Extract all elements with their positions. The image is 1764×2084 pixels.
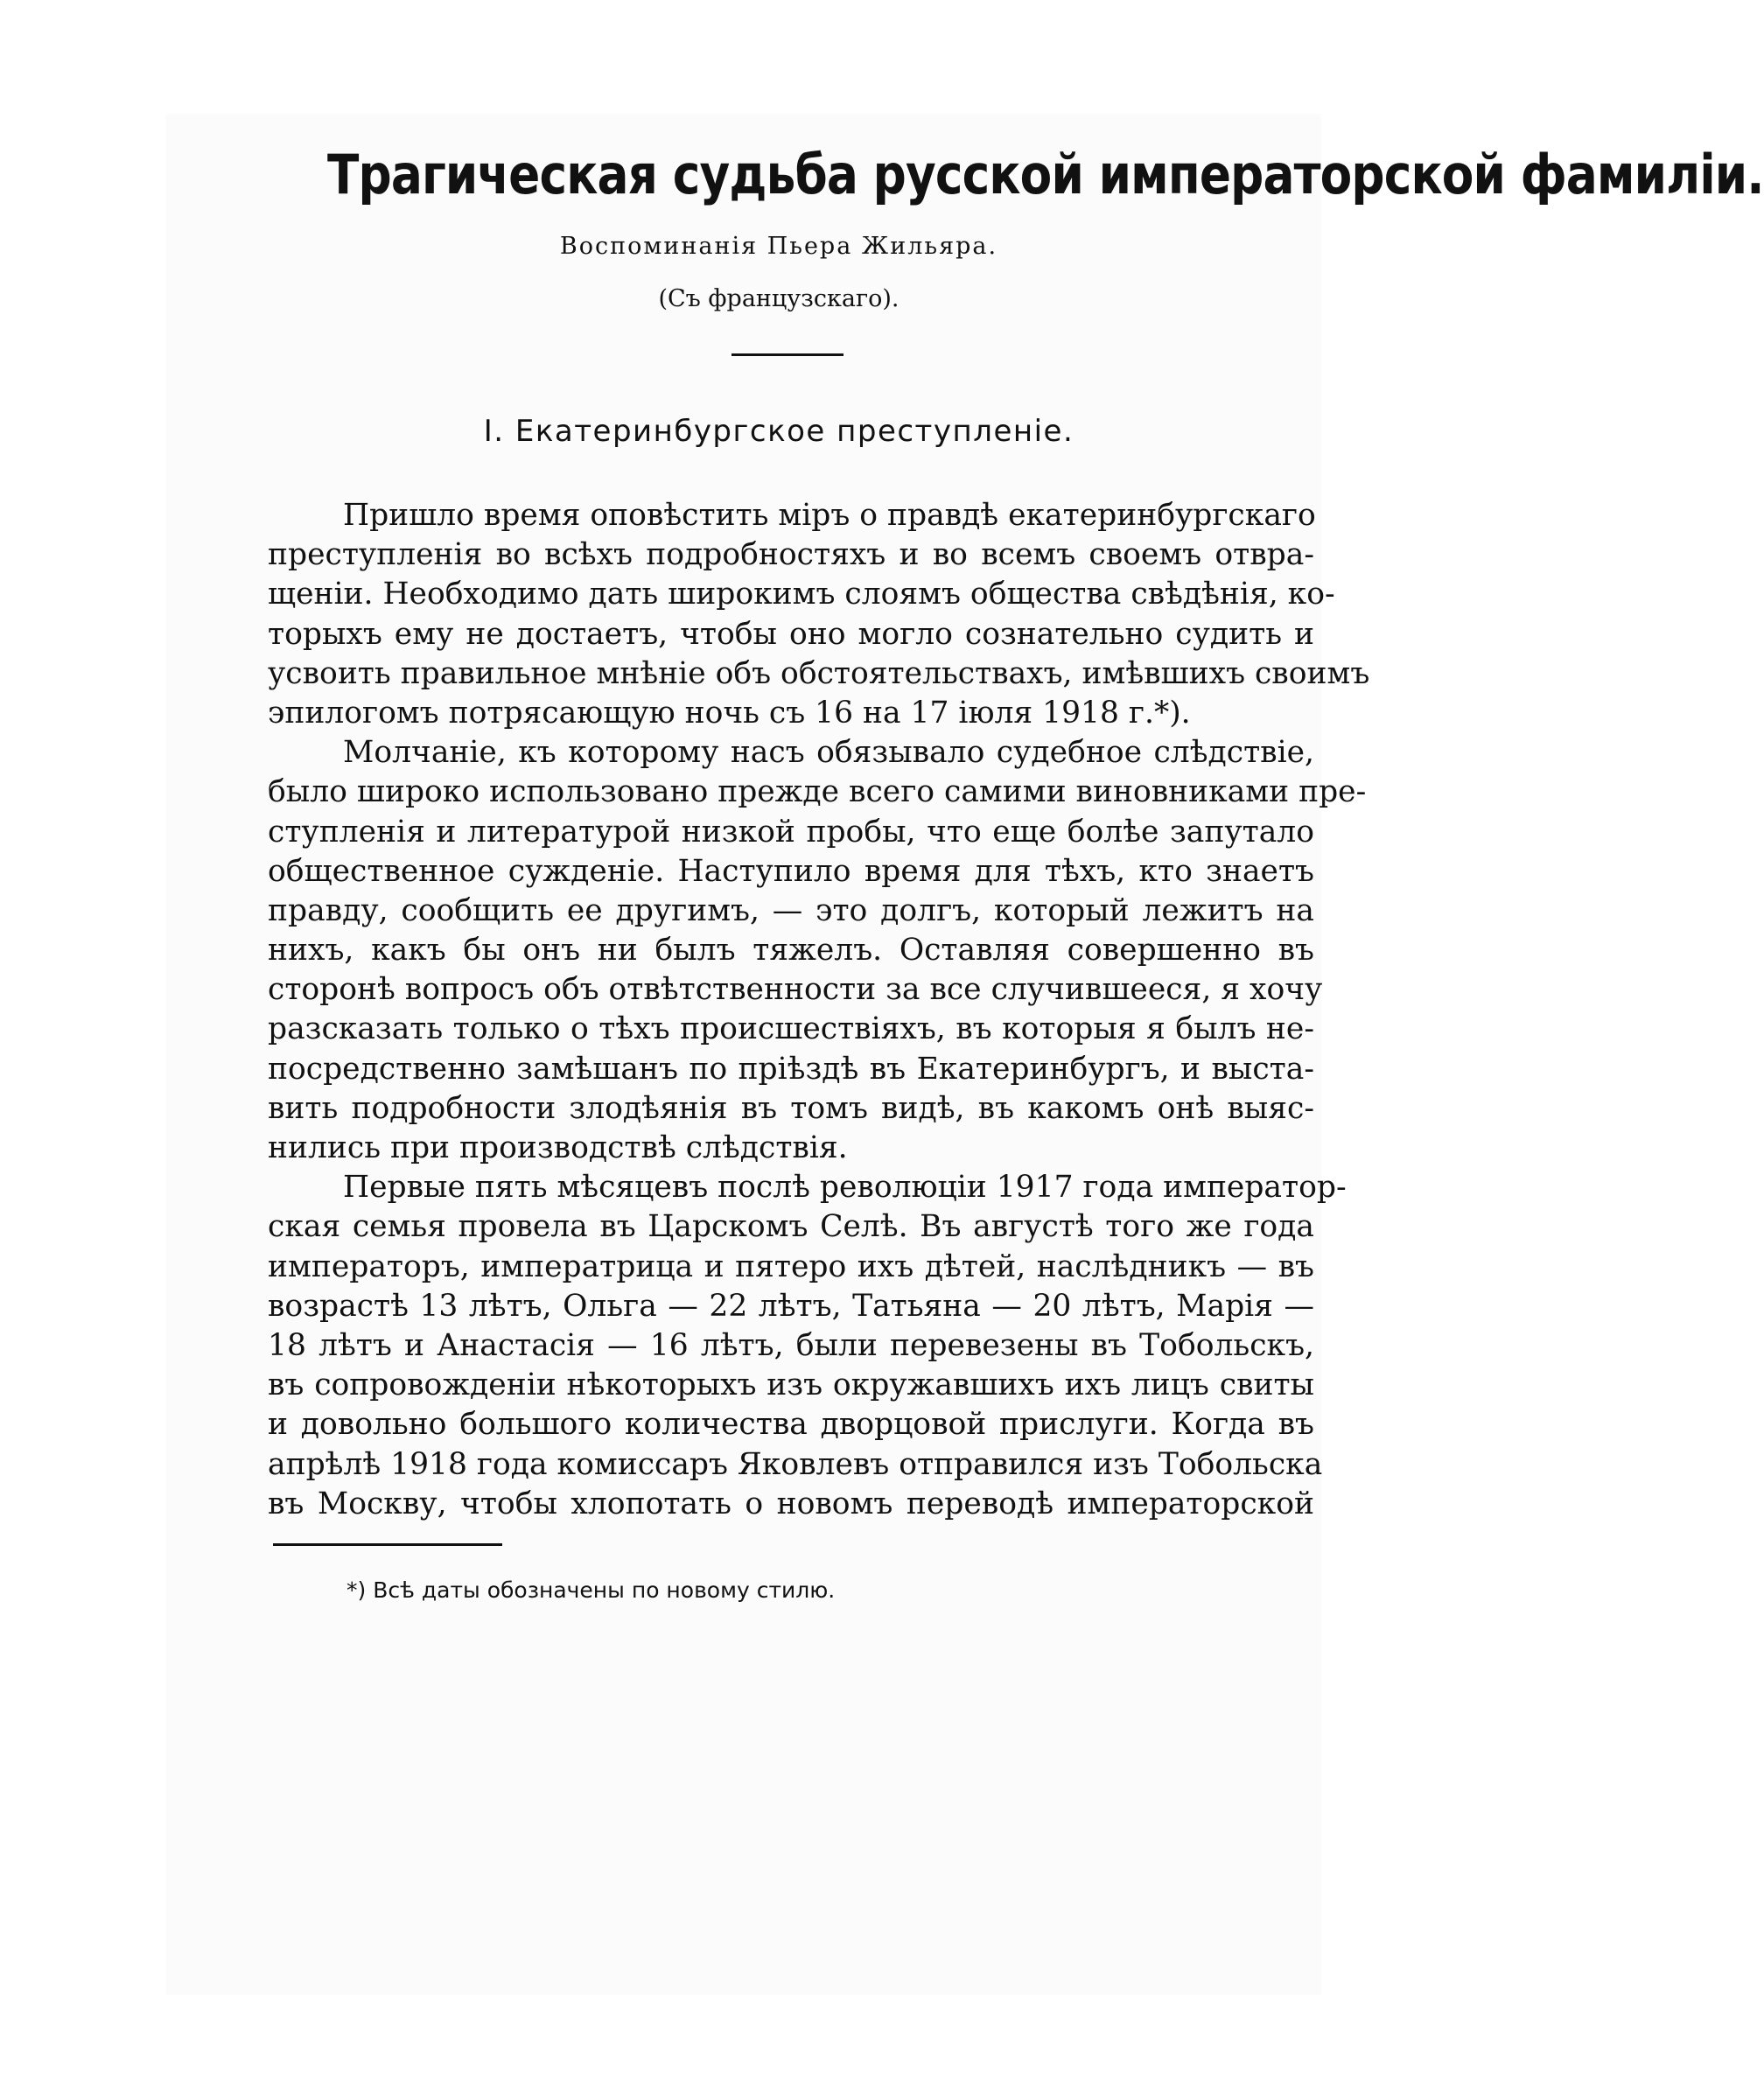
text-line: Пришло время оповѣстить міръ о правдѣ екатеринбургскаго [343,498,1316,533]
text-line: въ сопровожденіи нѣкоторыхъ изъ окружавшихъ ихъ лицъ свиты [268,1367,1314,1403]
text-line: Первые пять мѣсяцевъ послѣ революціи 1917 года император- [343,1170,1347,1206]
text-line: эпилогомъ потрясающую ночь съ 16 на 17 іюля 1918 г.*). [268,695,1191,731]
text-line: сторонѣ вопросъ объ отвѣтственности за все случившееся, я хочу [268,972,1323,1008]
text-line: преступленія во всѣхъ подробностяхъ и во всемъ своемъ отвра- [268,537,1314,573]
text-line: Молчаніе, къ которому насъ обязывало судебное слѣдствіе, [343,735,1314,771]
footnote: *) Всѣ даты обозначены по новому стилю. [346,1577,836,1603]
section-heading: I. Екатеринбургское преступленіе. [483,414,1074,449]
text-line: 18 лѣтъ и Анастасія — 16 лѣтъ, были перевезены въ Тобольскъ, [268,1327,1314,1363]
text-line: разсказать только о тѣхъ происшествіяхъ, въ которыя я былъ не- [268,1011,1314,1047]
document-title: Трагическая судьба русской императорской фамиліи. [327,143,1764,206]
text-line: апрѣлѣ 1918 года комиссаръ Яковлевъ отправился изъ Тобольска [268,1446,1323,1482]
text-line: ступленія и литературой низкой пробы, что еще болѣе запутало [268,814,1314,850]
text-line: было широко использовано прежде всего самими виновниками пре- [268,774,1367,810]
text-line: императоръ, императрица и пятеро ихъ дѣтей, наслѣдникъ — въ [268,1248,1314,1284]
document-subtitle: Воспоминанія Пьера Жильяра. [559,233,998,260]
text-line: правду, сообщить ее другимъ, — это долгъ, который лежитъ на [268,892,1314,928]
text-line: и довольно большого количества дворцовой прислуги. Когда въ [268,1407,1314,1443]
text-line: возрастѣ 13 лѣтъ, Ольга — 22 лѣтъ, Татьяна — 20 лѣтъ, Марія — [268,1288,1314,1324]
text-line: нихъ, какъ бы онъ ни былъ тяжелъ. Оставляя совершенно въ [268,933,1314,969]
text-line: нились при производствѣ слѣдствія. [268,1130,848,1165]
translation-note: (Съ французскаго). [658,285,900,312]
text-line: щеніи. Необходимо дать широкимъ слоямъ общества свѣдѣнія, ко- [268,577,1335,612]
text-line: ская семья провела въ Царскомъ Селѣ. Въ августѣ того же года [268,1209,1314,1245]
text-line: усвоить правильное мнѣніе объ обстоятельствахъ, имѣвшихъ своимъ [268,655,1370,691]
body-text [268,496,1370,1524]
text-line: посредственно замѣшанъ по пріѣздѣ въ Екатеринбургъ, и выста- [268,1051,1314,1087]
text-line: торыхъ ему не достаетъ, чтобы оно могло сознательно судить и [268,616,1314,652]
text-line: въ Москву, чтобы хлопотать о новомъ переводѣ императорской [268,1486,1314,1521]
title-divider [732,353,844,356]
text-line: общественное сужденіе. Наступило время для тѣхъ, кто знаетъ [268,853,1314,889]
text-line: вить подробности злодѣянія въ томъ видѣ, въ какомъ онѣ выяс- [268,1090,1314,1126]
footnote-divider [273,1543,502,1546]
